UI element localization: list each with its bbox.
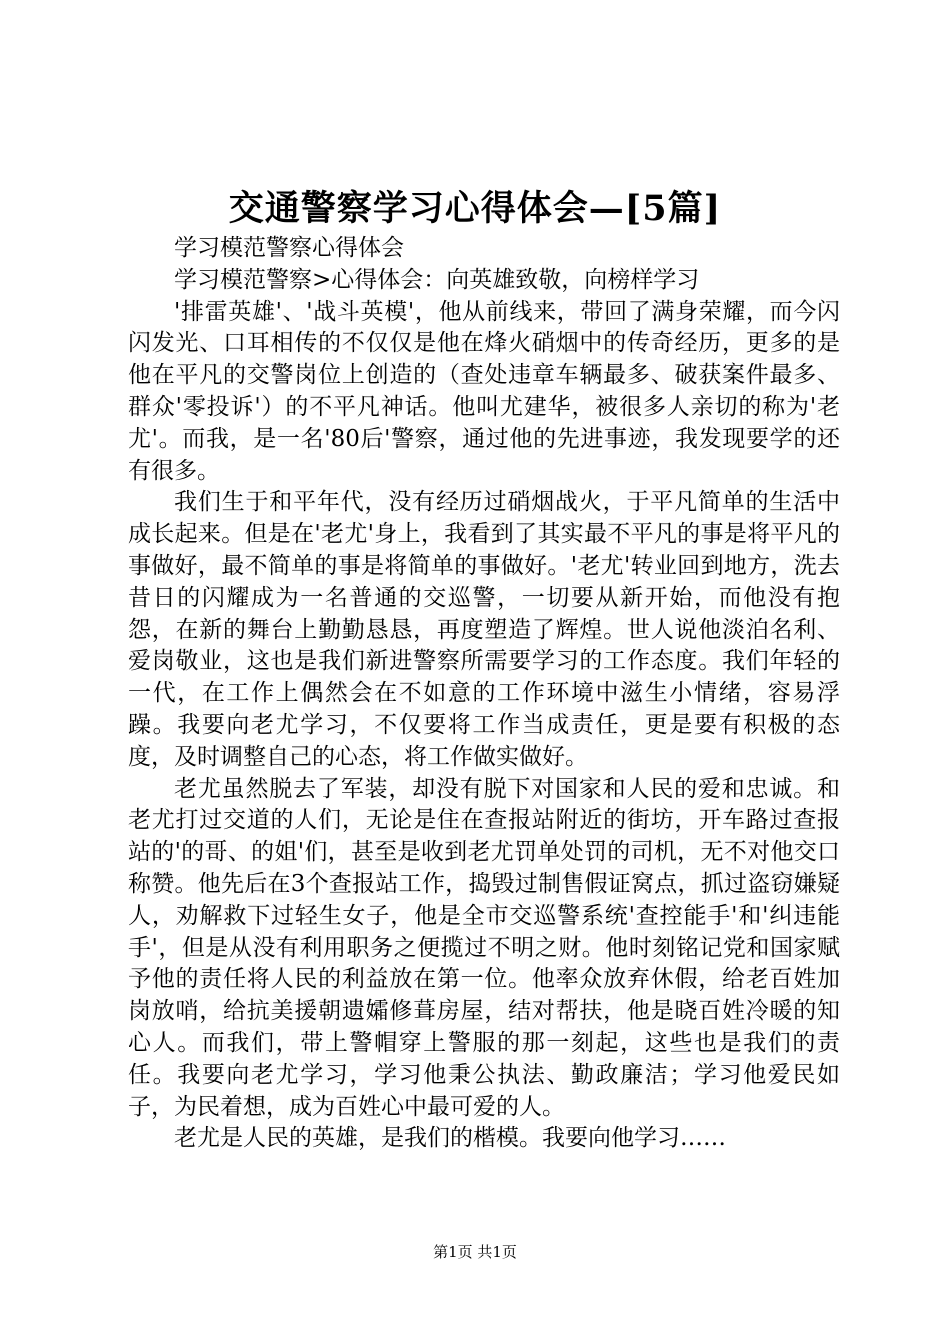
paragraph: 老尤是人民的英雄，是我们的楷模。我要向他学习…… — [174, 1125, 726, 1152]
page-footer: 第1页 共1页 — [433, 1243, 517, 1261]
paragraph-heading: 学习模范警察>心得体会：向英雄致敬，向榜样学习 — [174, 266, 700, 293]
paragraph: 老尤虽然脱去了军装，却没有脱下对国家和人民的爱和忠诚。和老尤打过交道的人们，无论是住在查报站附近的街坊，开车路过查报站的'的哥、的姐'们，甚至是收到老尤罚单处罚的司机，无不对他交口称赞。他先后在3个查报站工作，捣毁过制售假证窝点，抓过盗窃嫌疑人，劝解救下过轻生女子，他是全市交巡警系统'查控能手'和'纠违能手'，但是从没有利用职务之便揽过不明之财。他时刻铭记党和国家赋予他的责任将人民的利益放在第一位。他率众放弃休假，给老百姓加岗放哨，给抗美援朝遗孀修葺房屋，结对帮扶，他是晓百姓冷暖的知心人。而我们，带上警帽穿上警服的那一刻起，这些也是我们的责任。我要向老尤学习，学习他秉公执法、勤政廉洁；学习他爱民如子，为民着想，成为百姓心中最可爱的人。 — [128, 775, 840, 1120]
document-title: 交通警察学习心得体会—[5篇] — [228, 188, 722, 229]
document-body — [128, 233, 840, 1155]
paragraph-subtitle: 学习模范警察心得体会 — [174, 235, 404, 261]
paragraph: '排雷英雄'、'战斗英模'，他从前线来，带回了满身荣耀，而今闪闪发光、口耳相传的不仅仅是他在烽火硝烟中的传奇经历，更多的是他在平凡的交警岗位上创造的（查处违章车辆最多、破获案件最多、群众'零投诉'）的不平凡神话。他叫尤建华，被很多人亲切的称为'老尤'。而我，是一名'80后'警察，通过他的先进事迹，我发现要学的还有很多。 — [128, 298, 840, 484]
paragraph: 我们生于和平年代，没有经历过硝烟战火，于平凡简单的生活中成长起来。但是在'老尤'身上，我看到了其实最不平凡的事是将平凡的事做好，最不简单的事是将简单的事做好。'老尤'转业回到地方，洗去昔日的闪耀成为一名普通的交巡警，一切要从新开始，而他没有抱怨，在新的舞台上勤勤恳恳，再度塑造了辉煌。世人说他淡泊名利、爱岗敬业，这也是我们新进警察所需要学习的工作态度。我们年轻的一代，在工作上偶然会在不如意的工作环境中滋生小情绪，容易浮躁。我要向老尤学习，不仅要将工作当成责任，更是要有积极的态度，及时调整自己的心态，将工作做实做好。 — [128, 489, 840, 770]
